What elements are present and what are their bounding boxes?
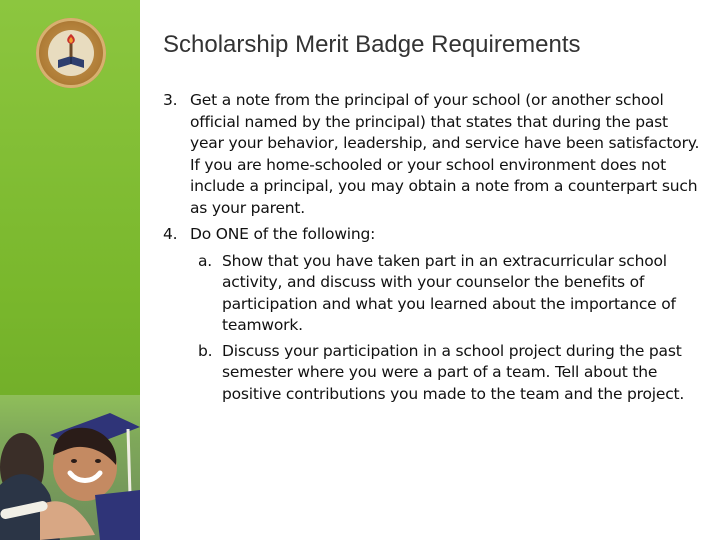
requirements-list bbox=[163, 90, 703, 408]
green-sidebar bbox=[0, 0, 140, 540]
requirement-4 bbox=[163, 224, 703, 246]
subrequirement-text: Show that you have taken part in an extracurricular school activity, and discuss with your counselor the benefits of participation and what you learned about the importance of teamwork. bbox=[222, 251, 676, 334]
requirement-3 bbox=[163, 90, 703, 219]
page-title: Scholarship Merit Badge Requirements bbox=[163, 31, 581, 58]
graduate-hug-photo bbox=[0, 395, 140, 540]
subrequirement-letter: a. bbox=[198, 251, 213, 270]
requirement-4a bbox=[163, 251, 703, 337]
torch-book-emblem-icon bbox=[48, 30, 94, 76]
requirement-number: 4. bbox=[163, 225, 178, 243]
graduation-scene-icon bbox=[0, 395, 140, 540]
requirement-number: 3. bbox=[163, 91, 178, 109]
scholarship-merit-badge-icon bbox=[36, 18, 106, 88]
subrequirement-text: Discuss your participation in a school project during the past semester where you were a part of a team. Tell about the positive contributions you made to the team and the project. bbox=[222, 341, 685, 403]
requirement-text: Do ONE of the following: bbox=[190, 225, 376, 243]
badge-emblem bbox=[48, 30, 94, 76]
subrequirement-letter: b. bbox=[198, 341, 213, 360]
requirement-text: Get a note from the principal of your school (or another school official named by the principal) that states that during the past year your behavior, leadership, and service have been satisfactory. If you are home-schooled or your school environment does not include a principal, you may obtain a note from a counterpart such as your parent. bbox=[190, 91, 700, 217]
requirement-4b bbox=[163, 341, 703, 406]
